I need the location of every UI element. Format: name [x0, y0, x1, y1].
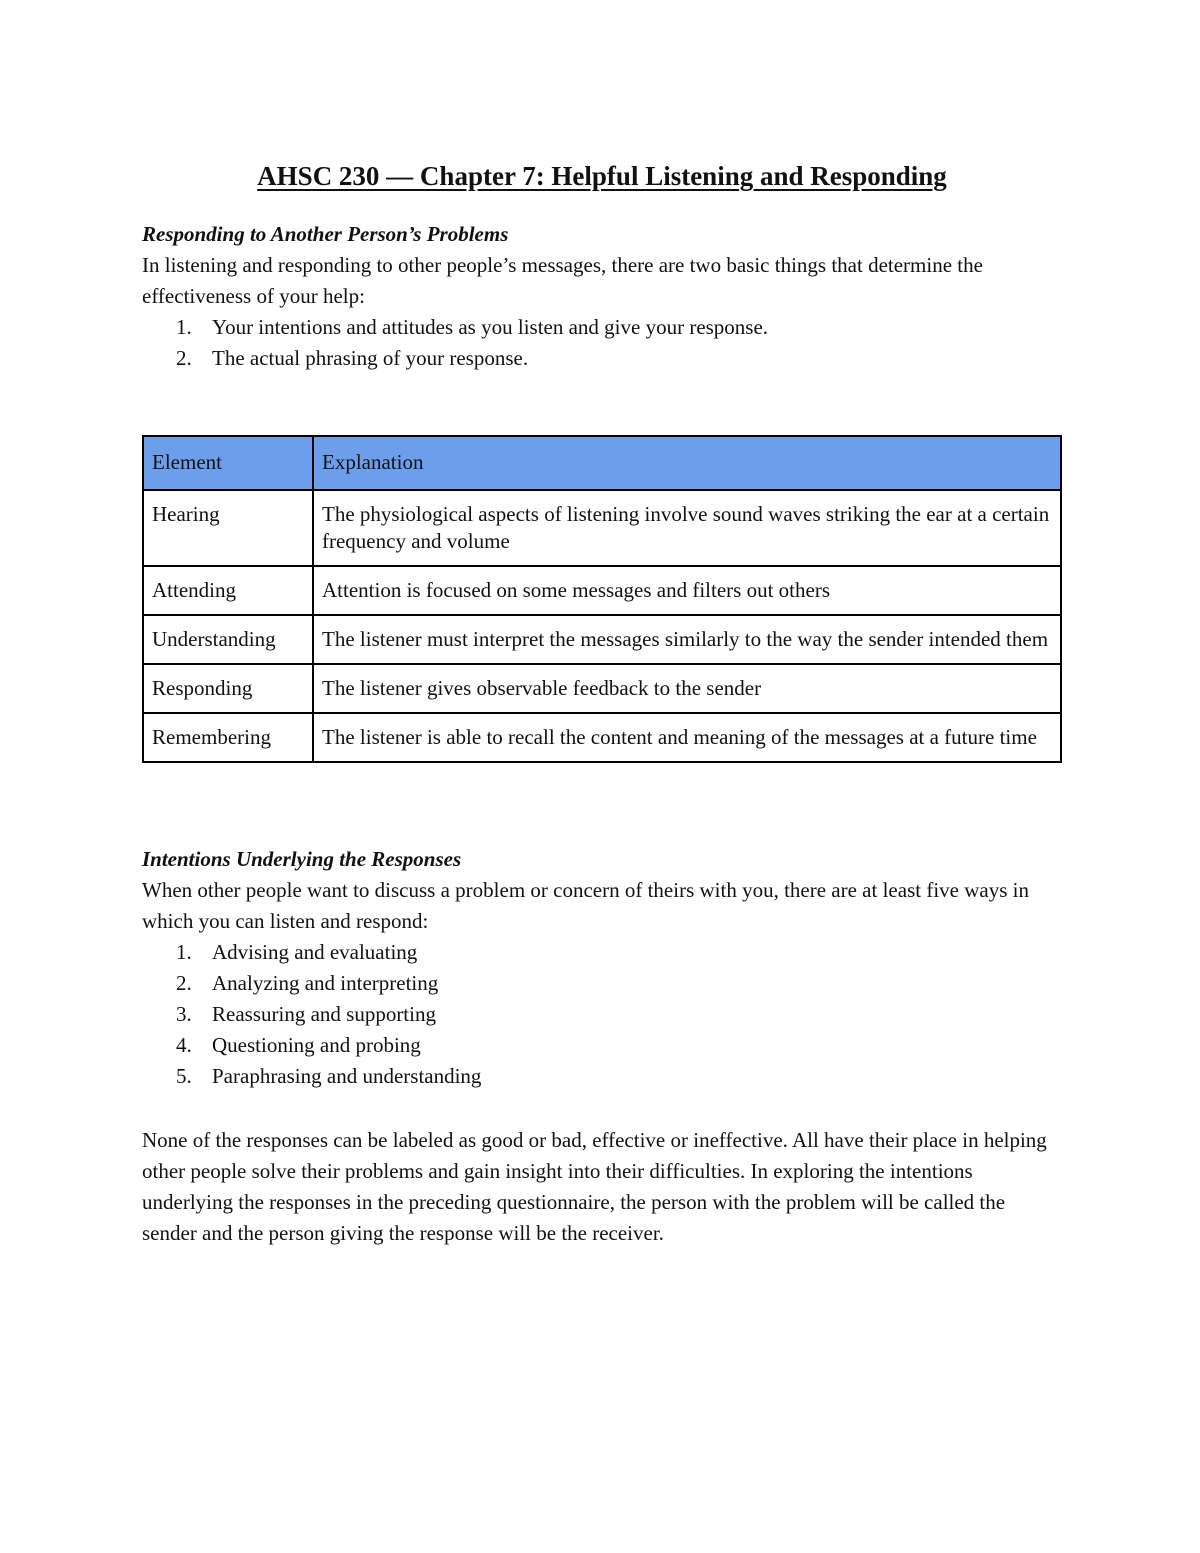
list-item-text: Your intentions and attitudes as you listen and give your response. — [212, 315, 769, 339]
closing-paragraph: None of the responses can be labeled as good or bad, effective or ineffective. All have their place in helping other people solve their problems and gain insight into their difficulties. In exploring the intentions underlying the responses in the preceding questionnaire, the person with the problem will be called the sender and the person giving the response will be the receiver. — [142, 1128, 1047, 1245]
cell-explanation: The listener gives observable feedback to the sender — [313, 664, 1061, 713]
column-header-explanation: Explanation — [313, 436, 1061, 490]
cell-explanation: Attention is focused on some messages and filters out others — [313, 566, 1061, 615]
list-number: 1. — [176, 940, 192, 964]
section-heading-responding: Responding to Another Person’s Problems — [142, 222, 509, 246]
cell-element: Responding — [143, 664, 313, 713]
table-row — [143, 490, 1061, 566]
cell-explanation: The physiological aspects of listening involve sound waves striking the ear at a certain frequency and volume — [313, 490, 1061, 566]
section-intentions — [142, 844, 1062, 1092]
table-header-row — [143, 436, 1061, 490]
list-number: 2. — [176, 971, 192, 995]
list-item-text: Questioning and probing — [212, 1033, 421, 1057]
list-item-text: Advising and evaluating — [212, 940, 418, 964]
cell-element: Hearing — [143, 490, 313, 566]
cell-element: Understanding — [143, 615, 313, 664]
list-number: 1. — [176, 315, 192, 339]
list-item — [142, 1061, 1062, 1092]
list-number: 3. — [176, 1002, 192, 1026]
column-header-element: Element — [143, 436, 313, 490]
document-title: AHSC 230 — Chapter 7: Helpful Listening and Responding — [257, 161, 947, 192]
list-item-text: The actual phrasing of your response. — [212, 346, 529, 370]
list-item-text: Paraphrasing and understanding — [212, 1064, 482, 1088]
list-item — [142, 937, 1062, 968]
list-item — [142, 343, 1062, 374]
list-number: 4. — [176, 1033, 192, 1057]
cell-explanation: The listener is able to recall the content and meaning of the messages at a future time — [313, 713, 1061, 762]
numbered-list-intentions — [142, 937, 1062, 1092]
list-item-text: Analyzing and interpreting — [212, 971, 439, 995]
cell-explanation: The listener must interpret the messages similarly to the way the sender intended them — [313, 615, 1061, 664]
list-item — [142, 1030, 1062, 1061]
section-responding — [142, 219, 1062, 374]
list-item-text: Reassuring and supporting — [212, 1002, 436, 1026]
table-row — [143, 713, 1061, 762]
table-row — [143, 615, 1061, 664]
list-item — [142, 968, 1062, 999]
list-number: 2. — [176, 346, 192, 370]
section-intro-responding: In listening and responding to other people’s messages, there are two basic things that determine the effectiveness of your help: — [142, 253, 983, 308]
cell-element: Attending — [143, 566, 313, 615]
table-row — [143, 566, 1061, 615]
listening-elements-table — [142, 435, 1062, 763]
cell-element: Remembering — [143, 713, 313, 762]
list-item — [142, 312, 1062, 343]
section-intro-intentions: When other people want to discuss a problem or concern of theirs with you, there are at least five ways in which you can listen and respond: — [142, 878, 1029, 933]
section-heading-intentions: Intentions Underlying the Responses — [142, 847, 462, 871]
numbered-list-responding — [142, 312, 1062, 374]
list-item — [142, 999, 1062, 1030]
list-number: 5. — [176, 1064, 192, 1088]
table-row — [143, 664, 1061, 713]
